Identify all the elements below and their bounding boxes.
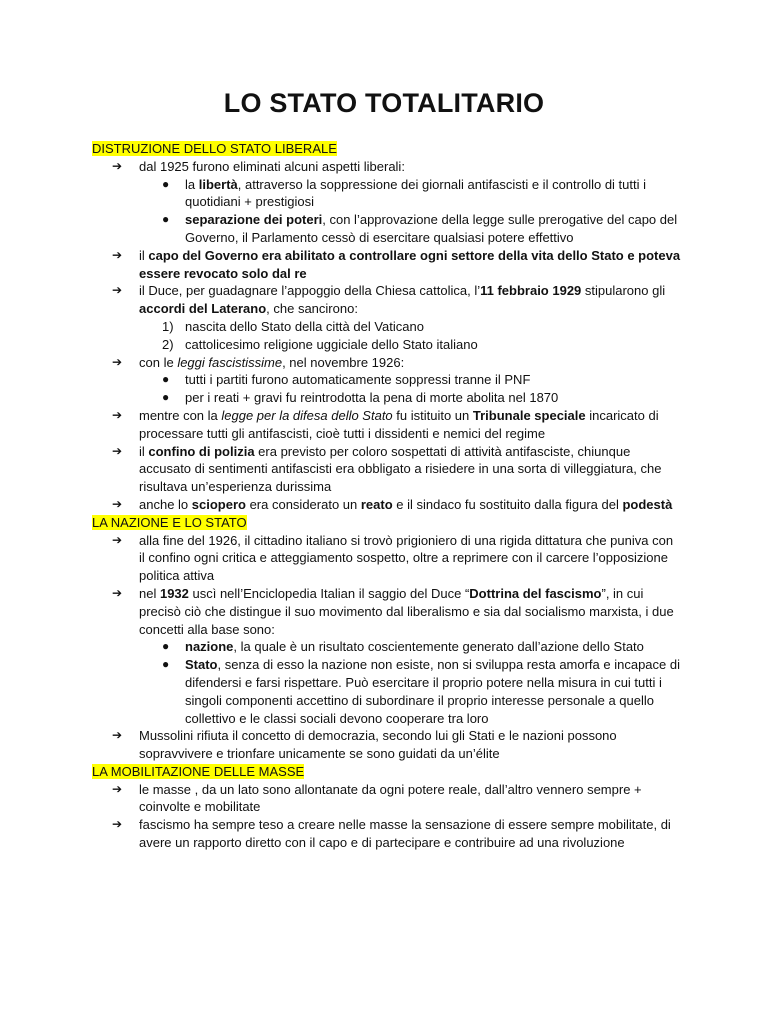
list-item-text: separazione dei poteri, con l’approvazione della legge sulle prerogative del capo del Governo, il Parlamento cessò di esercitare qualsiasi potere effettivo: [185, 212, 678, 245]
list-item-text: la libertà, attraverso la soppressione dei giornali antifascisti e il controllo di tutti i quotidiani + prestigiosi: [185, 176, 647, 210]
bullet-dot-icon: ●: [162, 657, 170, 672]
list-item: [92, 407, 682, 443]
list-item-text: alla fine del 1926, il cittadino italiano si trovò prigioniero di una rigida dittatura che puniva con il confino ogni critica e atteggiamento sospetto, oltre a reprimere con il carcere l’opposizione politica attiva: [139, 532, 674, 584]
bullet-dot-icon: ●: [162, 639, 170, 654]
sub-list-item: [92, 211, 682, 247]
sub-list-item: [92, 656, 682, 727]
list-item: [92, 727, 682, 763]
section-heading-text: LA NAZIONE E LO STATO: [92, 514, 247, 530]
page-title: LO STATO TOTALITARIO: [223, 88, 545, 118]
list-item-text: le masse , da un lato sono allontanate da ogni potere reale, dall’altro vennero sempre + coinvolte e mobilitate: [139, 781, 642, 815]
section-heading: [92, 514, 682, 532]
arrow-bullet-icon: ➔: [112, 158, 123, 173]
arrow-bullet-icon: ➔: [112, 532, 123, 547]
sub-list-item: [92, 336, 682, 354]
list-item-text: cattolicesimo religione uggiciale dello Stato italiano: [185, 336, 478, 352]
list-item-text: il capo del Governo era abilitato a controllare ogni settore della vita dello Stato e poteva essere revocato solo dal re: [139, 247, 681, 281]
list-item-text: fascismo ha sempre teso a creare nelle masse la sensazione di essere sempre mobilitate, di avere un rapporto diretto con il capo e di partecipare e contribuire ad una rivoluzione: [139, 817, 671, 851]
list-item-text: con le leggi fascistissime, nel novembre 1926:: [139, 354, 405, 370]
arrow-bullet-icon: ➔: [112, 443, 123, 458]
list-item: [92, 443, 682, 496]
section-heading-text: LA MOBILITAZIONE DELLE MASSE: [92, 763, 305, 779]
list-item-text: il Duce, per guadagnare l’appoggio della Chiesa cattolica, l’11 febbraio 1929 stipularono gli accordi del Laterano, che sancirono:: [139, 283, 666, 317]
list-item: [92, 816, 682, 852]
list-item: [92, 532, 682, 585]
list-item-text: anche lo sciopero era considerato un reato e il sindaco fu sostituito dalla figura del podestà: [139, 496, 673, 512]
sub-list-item: [92, 371, 682, 389]
list-number: 2): [162, 336, 174, 352]
list-item-text: nascita dello Stato della città del Vaticano: [185, 318, 424, 334]
list-number: 1): [162, 318, 174, 334]
arrow-bullet-icon: ➔: [112, 247, 123, 262]
arrow-bullet-icon: ➔: [112, 781, 123, 796]
arrow-bullet-icon: ➔: [112, 407, 123, 422]
list-item-text: per i reati + gravi fu reintrodotta la pena di morte abolita nel 1870: [185, 390, 559, 406]
arrow-bullet-icon: ➔: [112, 354, 123, 369]
sub-list-item: [92, 318, 682, 336]
list-item-text: dal 1925 furono eliminati alcuni aspetti liberali:: [139, 158, 405, 174]
section-heading-text: DISTRUZIONE DELLO STATO LIBERALE: [92, 141, 337, 156]
section-heading: [92, 140, 682, 158]
bullet-dot-icon: ●: [162, 176, 170, 191]
list-item-text: nazione, la quale è un risultato coscientemente generato dall’azione dello Stato: [185, 639, 644, 655]
list-item-text: il confino di polizia era previsto per coloro sospettati di attività antifasciste, chiunque accusato di sentimenti antifascisti era obbligato a risiedere in una sorta di villeggiatura, che risultava un’esperienza durissima: [139, 443, 662, 495]
sub-list-item: [92, 389, 682, 407]
arrow-bullet-icon: ➔: [112, 283, 123, 298]
list-item: [92, 781, 682, 817]
list-item: [92, 282, 682, 318]
document-body: [92, 140, 682, 852]
list-item: [92, 585, 682, 638]
arrow-bullet-icon: ➔: [112, 817, 123, 832]
list-item-text: tutti i partiti furono automaticamente soppressi tranne il PNF: [185, 372, 531, 388]
bullet-dot-icon: ●: [162, 390, 170, 405]
section-heading: [92, 763, 682, 781]
list-item: [92, 247, 682, 283]
list-item: [92, 496, 682, 514]
bullet-dot-icon: ●: [162, 212, 170, 227]
list-item: [92, 354, 682, 372]
bullet-dot-icon: ●: [162, 372, 170, 387]
sub-list-item: [92, 176, 682, 212]
list-item-text: Stato, senza di esso la nazione non esiste, non si sviluppa resta amorfa e incapace di difendersi e farsi rispettare. Può esercitare il proprio potere nella misura in cui tutti i singoli componenti accettino di subordinare il proprio interesse personale a quello collettivo e le classi sociali devono cooperare tra loro: [185, 657, 680, 726]
list-item: [92, 158, 682, 176]
sub-list-item: [92, 638, 682, 656]
arrow-bullet-icon: ➔: [112, 585, 123, 600]
list-item-text: nel 1932 uscì nell’Enciclopedia Italian il saggio del Duce “Dottrina del fascismo”, in cui precisò ciò che distingue il suo movimento dal liberalismo e sia dal socialismo marxista, i due concetti alla base sono:: [139, 585, 674, 637]
list-item-text: mentre con la legge per la difesa dello Stato fu istituito un Tribunale speciale incaricato di processare tutti gli antifascisti, cioè tutti i dissidenti e nemici del regime: [139, 407, 659, 441]
arrow-bullet-icon: ➔: [112, 496, 123, 511]
list-item-text: Mussolini rifiuta il concetto di democrazia, secondo lui gli Stati e le nazioni possono sopravvivere e trionfare unicamente se sono guidati da un’élite: [139, 728, 617, 762]
arrow-bullet-icon: ➔: [112, 728, 123, 743]
